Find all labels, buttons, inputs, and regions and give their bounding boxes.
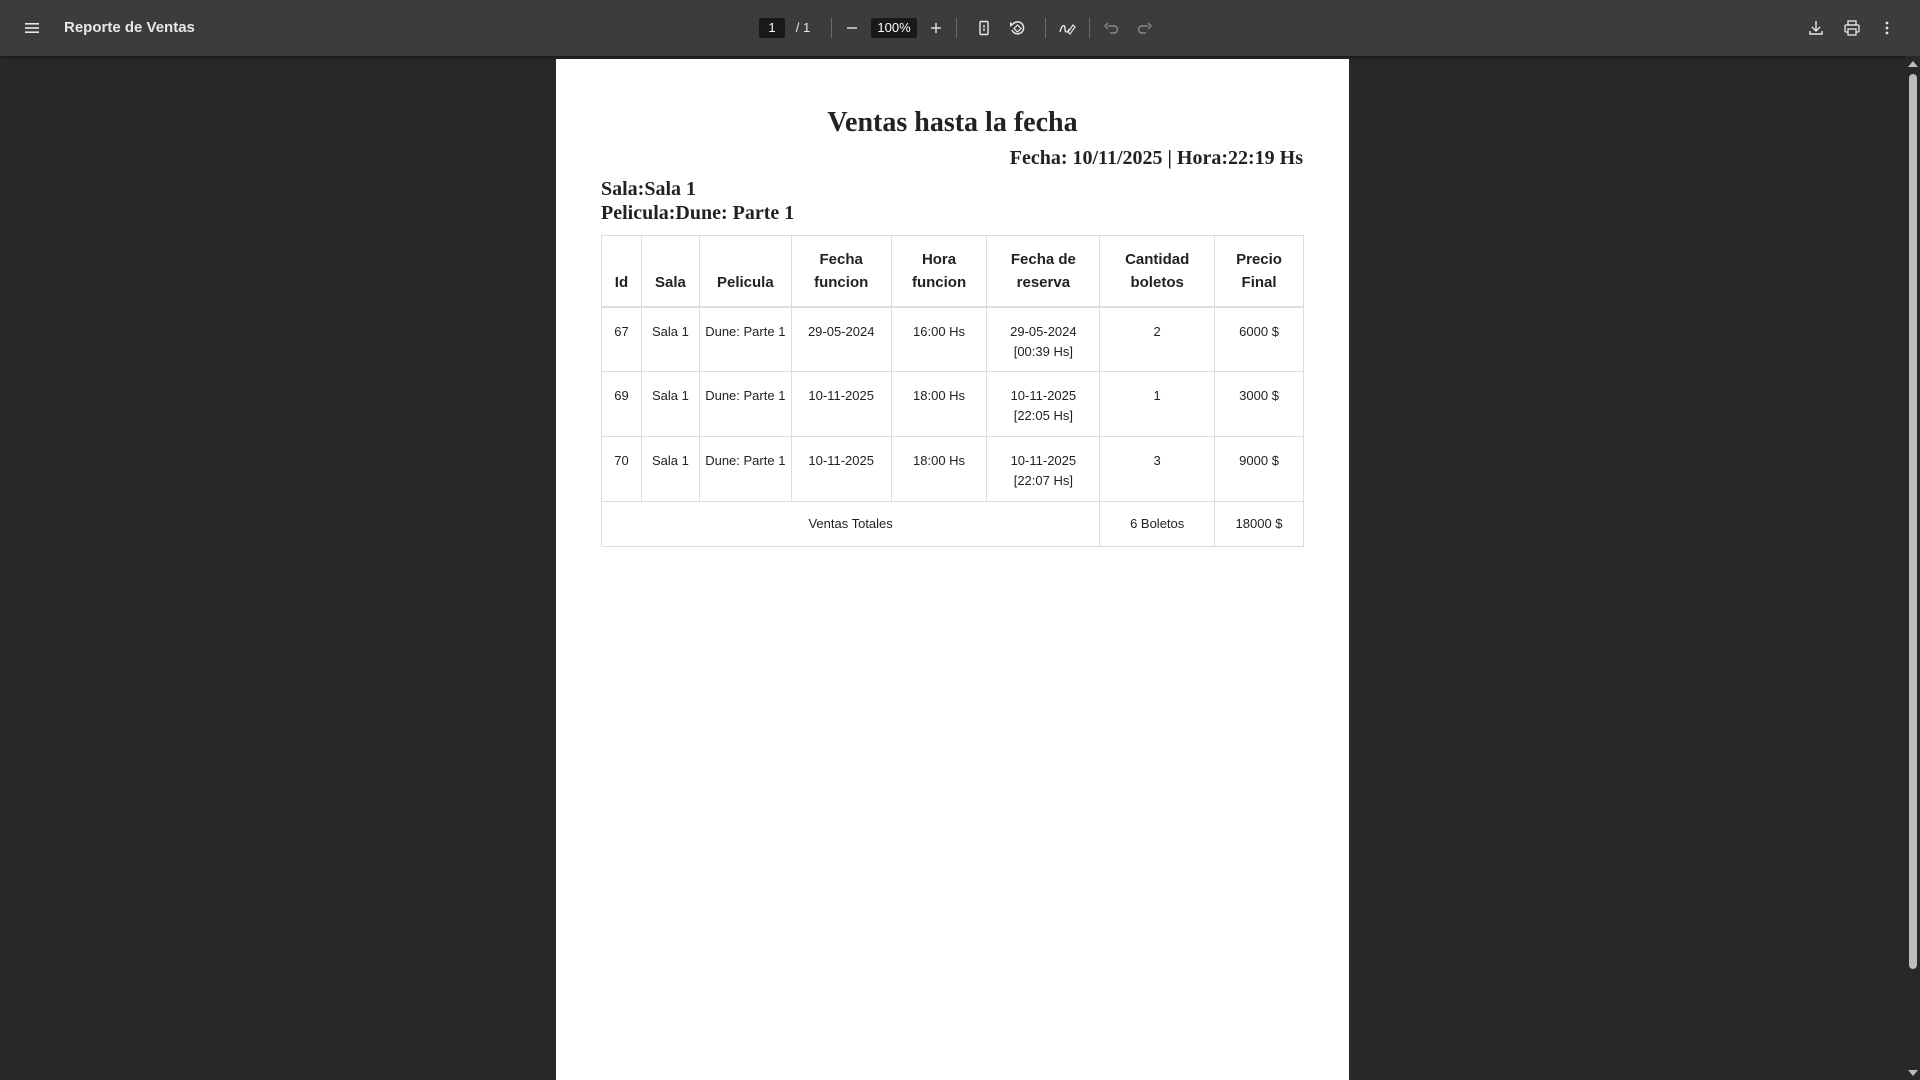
table-cell: 10-11-2025 [22:05 Hs] <box>987 372 1100 437</box>
table-cell: Sala 1 <box>641 372 699 437</box>
table-cell: 3000 $ <box>1215 372 1304 437</box>
redo-icon[interactable] <box>1128 12 1160 44</box>
toolbar-divider <box>956 18 957 38</box>
total-label: Ventas Totales <box>602 502 1100 547</box>
table-row <box>602 437 1304 502</box>
total-tickets: 6 Boletos <box>1100 502 1215 547</box>
toolbar-divider <box>1089 18 1090 38</box>
table-cell: 69 <box>602 372 642 437</box>
table-cell: 67 <box>602 307 642 372</box>
column-header: Id <box>602 236 642 307</box>
table-cell: 2 <box>1100 307 1215 372</box>
column-header: Cantidad boletos <box>1100 236 1215 307</box>
toolbar-divider <box>1045 18 1046 38</box>
column-header: Hora funcion <box>891 236 987 307</box>
zoom-out-icon[interactable] <box>836 12 868 44</box>
table-header-row <box>602 236 1304 307</box>
table-cell: 29-05-2024 <box>791 307 891 372</box>
rotate-icon[interactable] <box>1001 12 1033 44</box>
zoom-in-icon[interactable] <box>920 12 952 44</box>
table-cell: Sala 1 <box>641 307 699 372</box>
undo-icon[interactable] <box>1096 12 1128 44</box>
table-cell: 10-11-2025 <box>791 372 891 437</box>
table-cell: 70 <box>602 437 642 502</box>
table-cell: Dune: Parte 1 <box>699 307 791 372</box>
report-sala: Sala:Sala 1 <box>601 178 697 200</box>
table-cell: 10-11-2025 <box>791 437 891 502</box>
scroll-thumb[interactable] <box>1909 74 1917 969</box>
scroll-down-arrow-icon[interactable] <box>1908 1070 1918 1076</box>
document-title: Reporte de Ventas <box>64 19 195 36</box>
table-cell: Dune: Parte 1 <box>699 372 791 437</box>
vertical-scrollbar[interactable] <box>1905 56 1920 1080</box>
table-cell: Sala 1 <box>641 437 699 502</box>
table-row <box>602 307 1304 372</box>
table-cell: 18:00 Hs <box>891 437 987 502</box>
table-cell: 9000 $ <box>1215 437 1304 502</box>
table-cell: 6000 $ <box>1215 307 1304 372</box>
report-date: Fecha: 10/11/2025 | Hora:22:19 Hs <box>1009 147 1303 169</box>
pdf-toolbar <box>0 0 1920 56</box>
menu-icon[interactable] <box>16 12 48 44</box>
table-cell: 3 <box>1100 437 1215 502</box>
column-header: Sala <box>641 236 699 307</box>
table-cell: 10-11-2025 [22:07 Hs] <box>987 437 1100 502</box>
column-header: Pelicula <box>699 236 791 307</box>
column-header: Precio Final <box>1215 236 1304 307</box>
report-pelicula: Pelicula:Dune: Parte 1 <box>601 202 795 224</box>
table-cell: Dune: Parte 1 <box>699 437 791 502</box>
table-cell: 29-05-2024 [00:39 Hs] <box>987 307 1100 372</box>
pdf-page <box>556 59 1349 1080</box>
page-count: / 1 <box>795 20 811 35</box>
zoom-level-input[interactable]: 100% <box>871 18 917 38</box>
table-cell: 1 <box>1100 372 1215 437</box>
table-row <box>602 372 1304 437</box>
more-icon[interactable] <box>1871 12 1903 44</box>
pdf-viewer[interactable] <box>0 56 1920 1080</box>
fit-page-icon[interactable] <box>968 12 1000 44</box>
page-number-input[interactable]: 1 <box>759 18 785 38</box>
table-cell: 18:00 Hs <box>891 372 987 437</box>
print-icon[interactable] <box>1836 12 1868 44</box>
sales-table <box>601 235 1304 547</box>
toolbar-divider <box>831 18 832 38</box>
totals-row <box>602 502 1304 547</box>
report-title: Ventas hasta la fecha <box>827 107 1078 138</box>
column-header: Fecha funcion <box>791 236 891 307</box>
download-icon[interactable] <box>1800 12 1832 44</box>
column-header: Fecha de reserva <box>987 236 1100 307</box>
scroll-up-arrow-icon[interactable] <box>1908 61 1918 67</box>
table-cell: 16:00 Hs <box>891 307 987 372</box>
total-price: 18000 $ <box>1215 502 1304 547</box>
annotate-icon[interactable] <box>1051 12 1083 44</box>
